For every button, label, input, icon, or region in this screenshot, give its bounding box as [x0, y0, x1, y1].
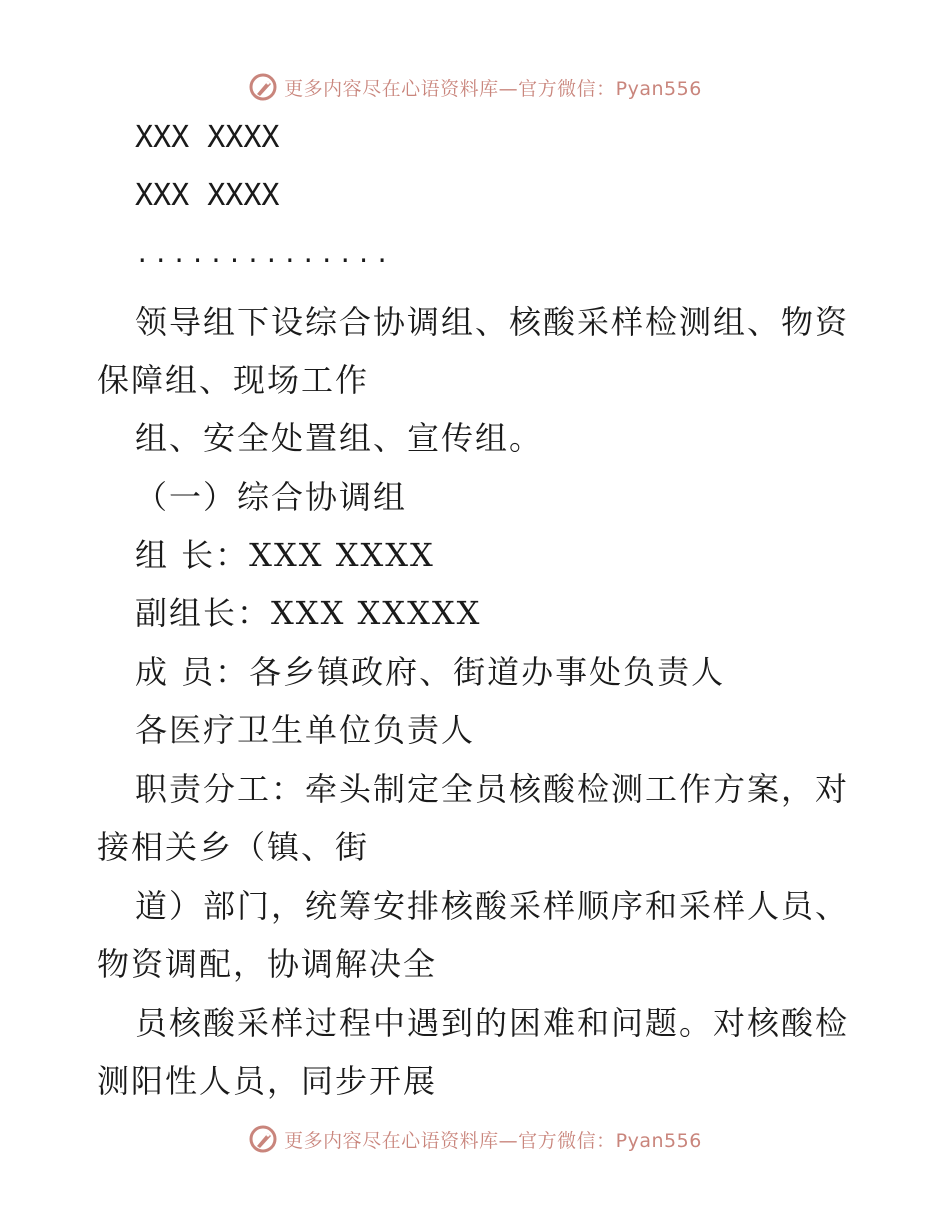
text-line: 道）部门，统筹安排核酸采样顺序和采样人员、: [135, 887, 850, 925]
watermark-text: 更多内容尽在心语资料库—官方微信：Pyan556: [284, 1129, 702, 1152]
text-line: XXX XXXX: [135, 120, 280, 155]
footer-watermark: [0, 1124, 950, 1154]
text-line: 员核酸采样过程中遇到的困难和问题。对核酸检: [135, 1004, 850, 1042]
text-line: 接相关乡（镇、街: [97, 828, 370, 866]
text-line: 成 员：各乡镇政府、街道办事处负责人: [135, 653, 726, 691]
text-line: 保障组、现场工作: [97, 361, 370, 399]
text-line: 物资调配，协调解决全: [97, 945, 438, 983]
header-watermark: [0, 72, 950, 102]
text-line: 副组长：XXX XXXXX: [135, 594, 482, 632]
text-line: 组 长：XXX XXXX: [135, 536, 435, 574]
watermark-text: 更多内容尽在心语资料库—官方微信：Pyan556: [284, 77, 702, 100]
ellipsis-line: ..............: [135, 240, 394, 268]
text-line: 组、安全处置组、宣传组。: [135, 419, 544, 457]
section-heading: （一）综合协调组: [135, 478, 408, 516]
pen-nib-circle-icon: [248, 72, 278, 102]
text-line: XXX XXXX: [135, 178, 280, 213]
pen-nib-circle-icon: [248, 1124, 278, 1154]
text-line: 各医疗卫生单位负责人: [135, 711, 476, 749]
text-line: 领导组下设综合协调组、核酸采样检测组、物资: [135, 303, 850, 341]
text-line: 测阳性人员，同步开展: [97, 1062, 438, 1100]
text-line: 职责分工：牵头制定全员核酸检测工作方案，对: [135, 770, 850, 808]
